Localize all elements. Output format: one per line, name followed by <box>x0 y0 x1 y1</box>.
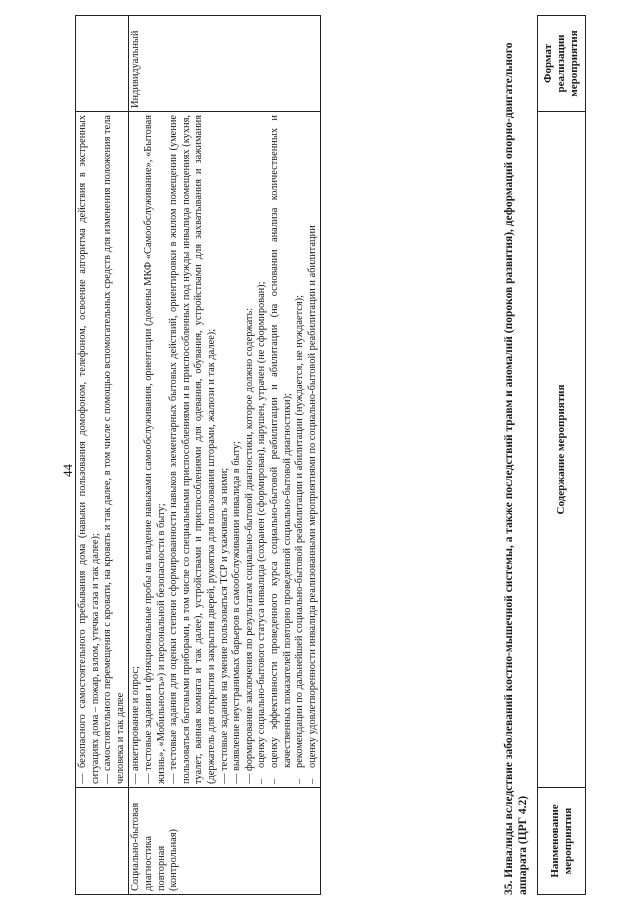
list-item: — тестовые задания и функциональные пробы на владение навыками самообслуживания, ориентации (домены МКФ «Самообслуживание», «Бытовая жизнь», «Мобильность») и персональной безопасности в быту; <box>142 115 167 784</box>
rehab-table <box>75 15 321 895</box>
empty-format-cell <box>76 16 129 112</box>
header-format-cell: Формат реализации мероприятия <box>538 16 586 112</box>
list-item: — тестовые задания для оценки степени сформированности навыков элементарных бытовых действий, ориентировки в жилом помещении (умение пользоваться бытовыми приборами, в том числе со специальными приспособлениями и в приспособленных под нужды инвалида помещениях (кухня, туалет, ванная комната и так далее), устройствами и приспособлениями для одевания, обувания, устройствами для захватывания и зажимания (держатель для открытия и закрытия дверей, рукоятка для пользования шторами, жалюзи и так далее); <box>168 115 217 784</box>
header-content-cell: Содержание мероприятия <box>538 112 586 788</box>
conclusion-item: – оценку удовлетворенности инвалида реализованными мероприятиями по социально-бытовой реабилитации и абилитации <box>306 225 318 784</box>
table-row <box>76 16 129 895</box>
format-cell: Индивидуальный <box>129 16 321 112</box>
dash-mark: – <box>268 778 280 784</box>
conclusion-item: – рекомендации по дальнейшей социально-бытовой реабилитации и абилитации (нуждается, не нуждается); <box>294 295 306 784</box>
section-heading: 35. Инвалиды вследствие заболеваний костно-мышечной системы, а также последствий травм и аномалий (пороков развития), деформаций опорно-двигательного аппарата (ЦРГ 4.2) <box>503 42 529 895</box>
header-name-cell: Наименование мероприятия <box>538 788 586 895</box>
list-item: — тестовые задания на умение пользоваться ТСР и ухаживать за ними; <box>218 467 230 784</box>
page-number: 44 <box>60 464 75 477</box>
conclusion-item: – оценку социально-бытового статуса инвалида (сохранен (сформирован), нарушен, утрачен (не сформирован); <box>256 281 268 784</box>
list-item: — формирование заключения по результатам социально-бытовой диагностики, которое должно содержать: <box>243 307 255 784</box>
empty-name-cell <box>76 788 129 895</box>
table-row <box>129 16 321 895</box>
measure-content-cell <box>129 112 321 788</box>
conclusion-item: – оценку эффективности проведенного курса социально-бытовой реабилитации и абилитации (на основании анализа количественных и качественных показателей повторно проведенной социально-бытовой диагностики); <box>268 115 293 784</box>
continuation-content-cell <box>76 112 129 788</box>
list-item: — выявление неустранимых барьеров в самообслуживании инвалида в быту; <box>231 441 243 784</box>
dash-mark: – <box>294 778 306 784</box>
measure-name-cell: Социально-бытовая диагностика повторная (контрольная) <box>129 788 321 895</box>
list-item: — анкетирование и опрос; <box>130 666 142 784</box>
list-item: — самостоятельного перемещения с кровати, на кровать и так далее, в том числе с помощью вспомогательных средств для изменения положения тела человека и так далее <box>102 115 126 784</box>
section35-header-table <box>537 15 586 895</box>
list-item: — безопасного самостоятельного пребывания дома (навыки пользования домофоном, телефоном, освоение алгоритма действия в экстренных ситуациях дома – пожар, взлом, утечка газа и так далее); <box>77 115 101 784</box>
table-row <box>538 16 586 895</box>
dash-mark: – <box>256 778 268 784</box>
dash-mark: – <box>306 778 318 784</box>
